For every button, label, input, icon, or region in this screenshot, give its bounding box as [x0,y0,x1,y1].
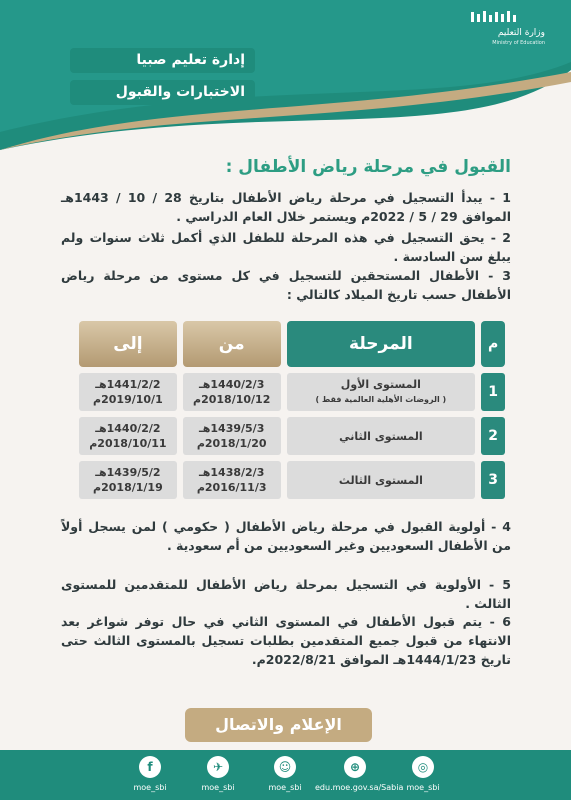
from-hijri: 1440/2/3هـ [199,378,265,391]
section-label: الاختبارات والقبول [70,80,255,105]
table-header-row [79,321,505,367]
paragraph-5: 5 - الأولوية في التسجيل بمرحلة رياض الأطفال للمتقدمين للمستوى الثالث . [61,577,511,611]
stage-cell [287,373,476,411]
stage-cell [287,417,476,455]
ministry-logo-icon [471,10,521,24]
header-stage: المرحلة [287,321,476,367]
department-label: إدارة تعليم صبيا [70,48,255,73]
from-cell [183,417,281,455]
header-from: من [183,321,281,367]
paragraph-6: 6 - يتم قبول الأطفال في المستوى الثاني في حال توفر شواغر بعد الانتهاء من قبول جميع المتقدمين بطلبات تسجيل بالمستوى الثالث حتى تاريخ 1444/1/23هـ الموافق 2022/8/21م. [61,614,511,667]
stage-note: ( الروضات الأهلية العالمية فقط ) [315,395,447,404]
to-hijri: 1440/2/2هـ [95,422,161,435]
media-label: الإعلام والاتصال [185,708,372,742]
from-gregorian: 2018/1/20م [196,437,267,450]
to-cell [79,417,177,455]
social-label: edu.moe.gov.sa/Sabia [315,783,404,792]
twitter-link[interactable] [178,756,258,792]
social-label: moe_sbi [406,783,440,792]
paragraph-2: 2 - يحق التسجيل في هذه المرحلة للطفل الذي أكمل ثلاث سنوات ولم يبلغ سن السادسة . [61,230,511,264]
from-gregorian: 2016/11/3م [196,481,267,494]
social-label: moe_sbi [201,783,235,792]
table-row [79,417,505,455]
globe-icon: ⊕ [344,756,366,778]
header-m: م [481,321,505,367]
footer-bar [0,750,571,800]
social-label: moe_sbi [268,783,302,792]
header-to: إلى [79,321,177,367]
row-number: 2 [481,417,505,455]
to-cell [79,461,177,499]
paragraph-3: 3 - الأطفال المستحقين للتسجيل في كل مستوى من مرحلة رياض الأطفال حسب تاريخ الميلاد كالتالي : [61,268,511,302]
website-link[interactable] [315,756,404,792]
to-hijri: 1441/2/2هـ [95,378,161,391]
to-gregorian: 2018/1/19م [93,481,163,494]
to-gregorian: 2019/10/1م [93,393,163,406]
paragraph-1: 1 - يبدأ التسجيل في مرحلة رياض الأطفال بتاريخ 28 / 10 / 1443هـ الموافق 29 / 5 / 2022م ويستمر خلال العام الدراسي . [61,190,511,224]
from-hijri: 1439/5/3هـ [199,422,265,435]
admission-table [73,315,511,505]
to-cell [79,373,177,411]
facebook-link[interactable] [110,756,190,792]
header [0,0,571,150]
instagram-icon: ◎ [412,756,434,778]
logo-text-en: Ministry of Education [492,40,545,46]
facebook-icon: f [139,756,161,778]
row-number: 1 [481,373,505,411]
row-number: 3 [481,461,505,499]
to-gregorian: 2018/10/11م [89,437,167,450]
stage-name: المستوى الثاني [339,429,423,443]
to-hijri: 1439/5/2هـ [95,466,161,479]
from-gregorian: 2018/10/12م [193,393,271,406]
ministry-logo [471,10,551,50]
snapchat-icon: ☺ [274,756,296,778]
table-row [79,461,505,499]
paragraph-4: 4 - أولوية القبول في مرحلة رياض الأطفال ( حكومي ) لمن يسجل أولاً من الأطفال السعوديين وغير السعوديين من أم سعودية . [61,519,511,553]
from-cell [183,461,281,499]
from-cell [183,373,281,411]
social-label: moe_sbi [133,783,167,792]
table-row [79,373,505,411]
logo-text: وزارة التعليم [497,28,545,38]
stage-name: المستوى الثالث [338,473,423,487]
stage-name: المستوى الأول [340,378,421,391]
twitter-icon: ✈ [207,756,229,778]
stage-cell [287,461,476,499]
page-title: القبول في مرحلة رياض الأطفال : [225,157,511,177]
from-hijri: 1438/2/3هـ [199,466,265,479]
